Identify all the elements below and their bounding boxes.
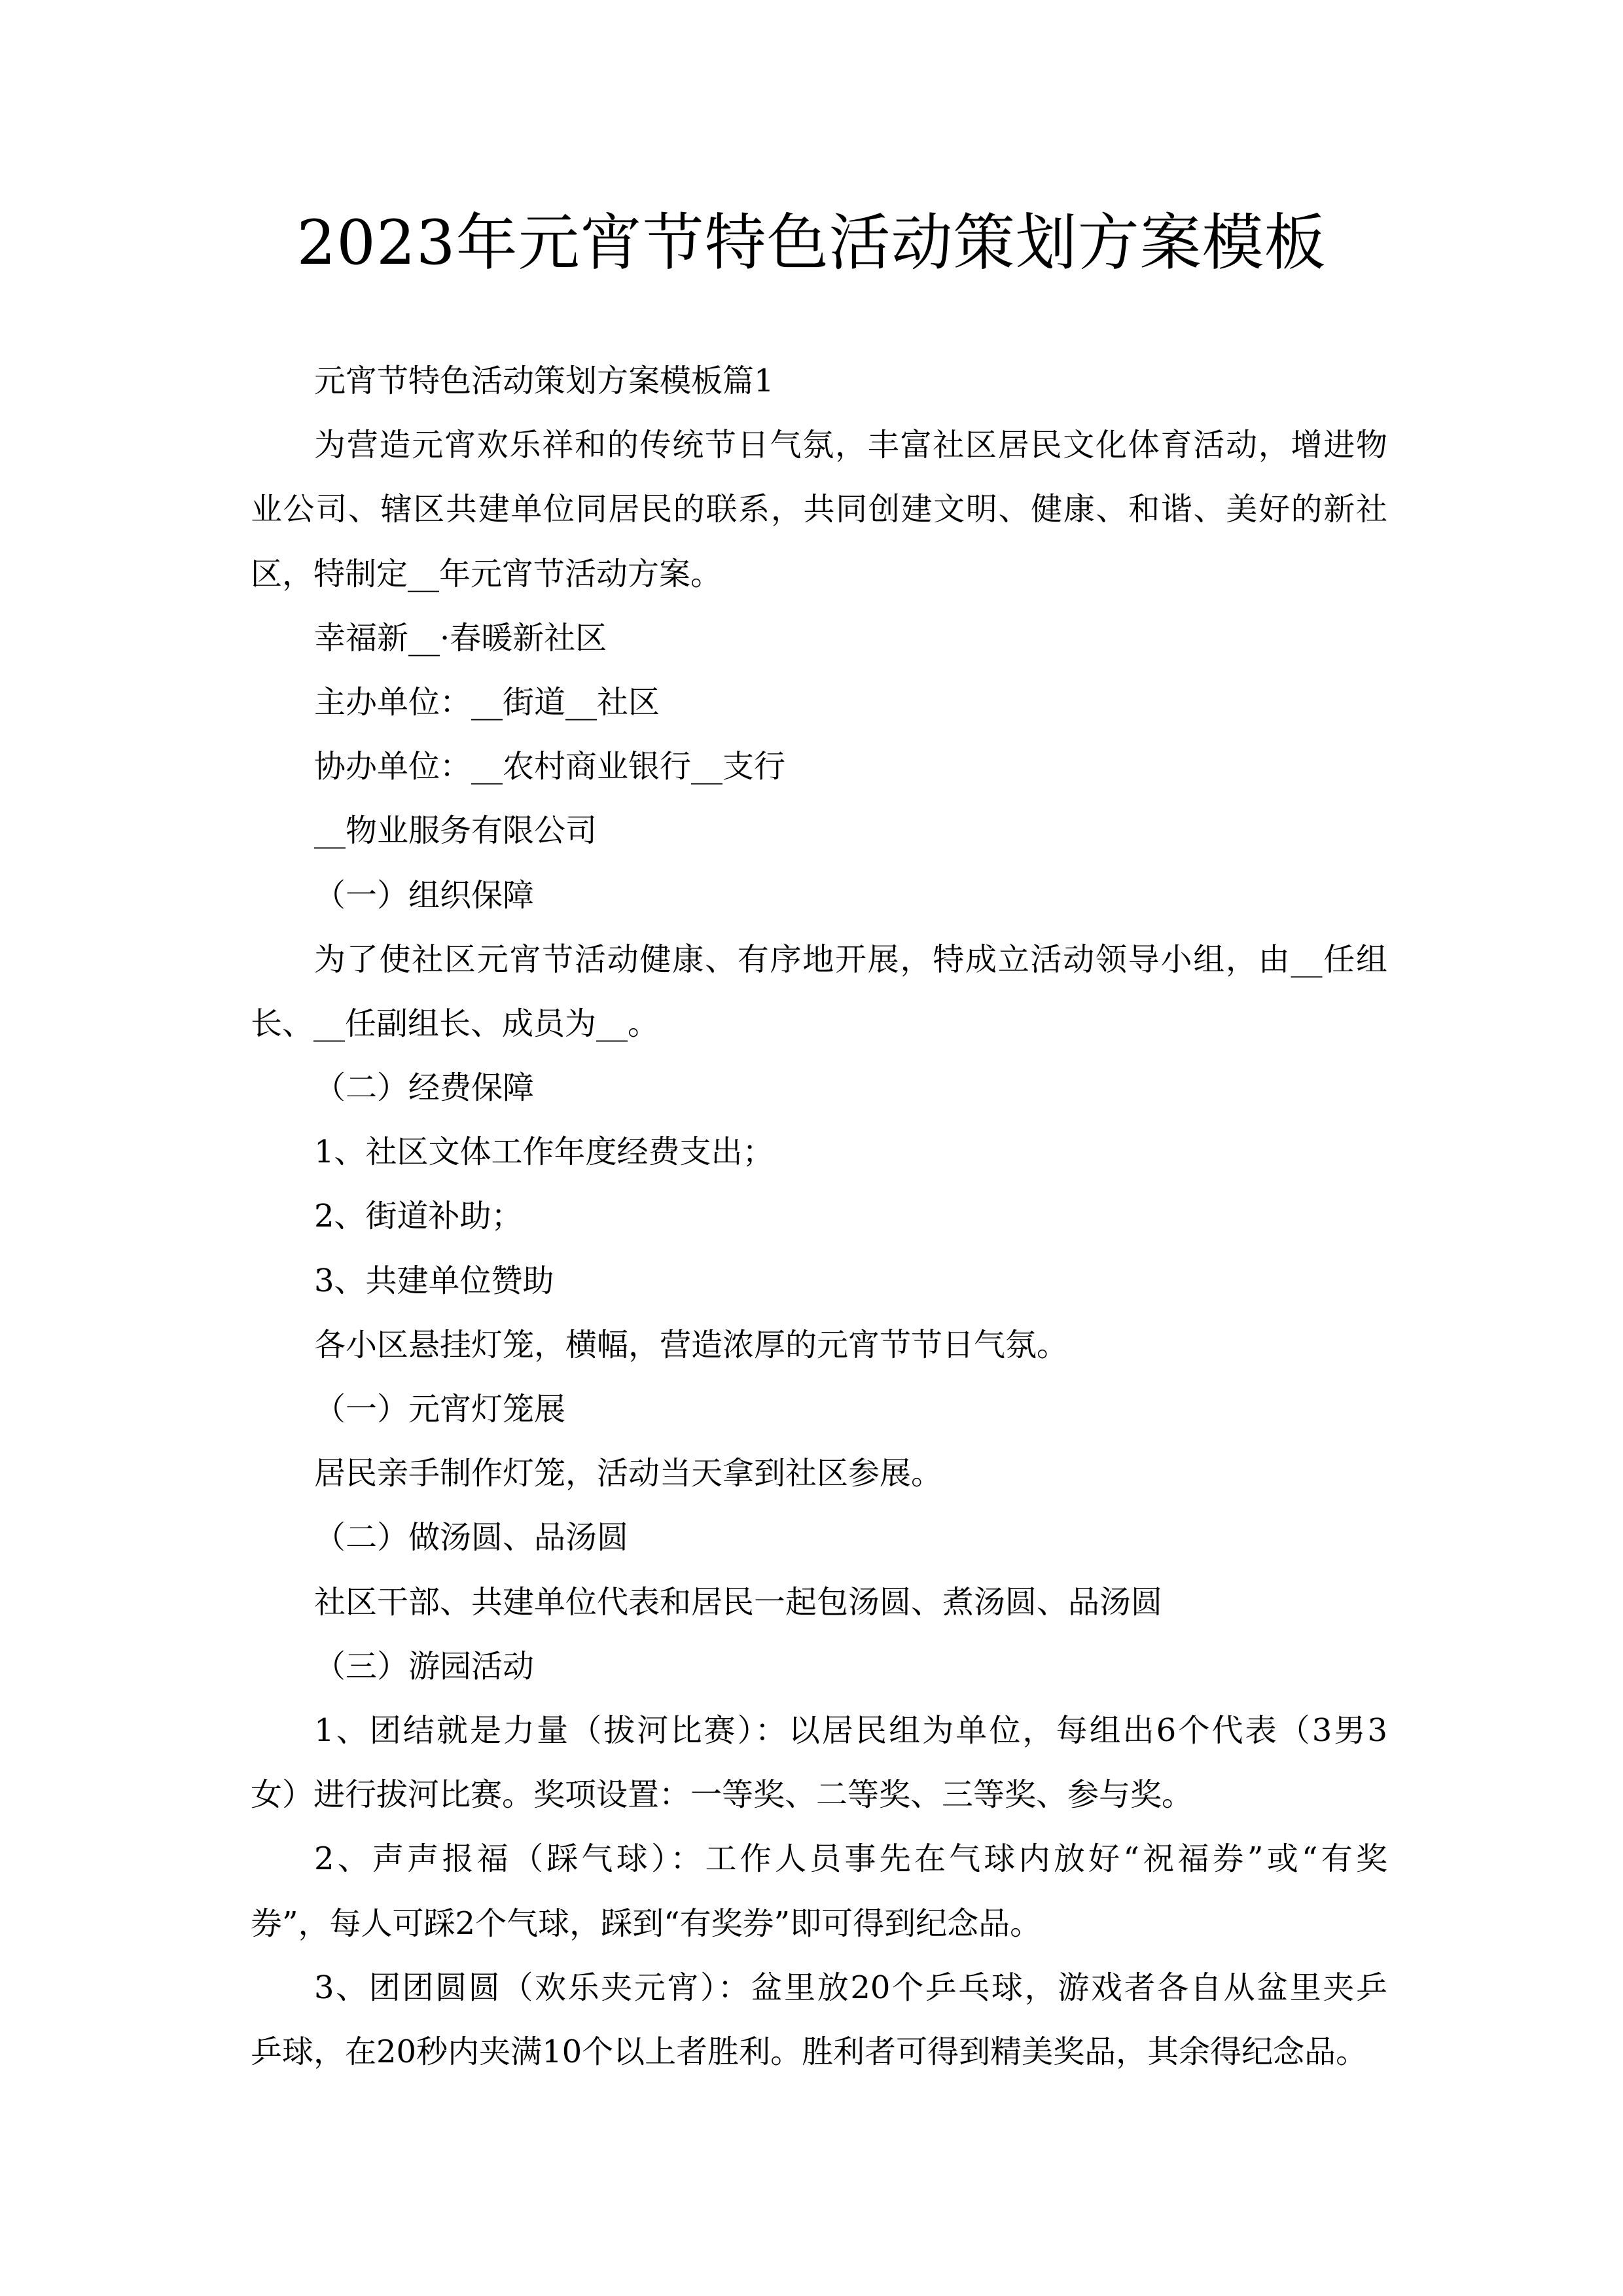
text-line: 元宵节特色活动策划方案模板篇1 xyxy=(314,363,774,399)
paragraph xyxy=(251,1698,1387,1827)
text-line: __物业服务有限公司 xyxy=(314,812,597,850)
text-line: 券”，每人可踩2个气球，踩到“有奖券”即可得到纪念品。 xyxy=(251,1905,1042,1942)
paragraph xyxy=(251,1056,1387,1120)
paragraph xyxy=(251,863,1387,927)
paragraph xyxy=(251,670,1387,734)
text-line: 女）进行拔河比赛。奖项设置：一等奖、二等奖、三等奖、参与奖。 xyxy=(251,1776,1194,1814)
paragraph xyxy=(251,413,1387,606)
paragraph xyxy=(251,1441,1387,1505)
text-line: 3、团团圆圆（欢乐夹元宵）：盆里放20个乒乓球，游戏者各自从盆里夹乒 xyxy=(314,1969,1387,2006)
text-line: 3、共建单位赞助 xyxy=(314,1262,554,1299)
text-line: 区，特制定__年元宵节活动方案。 xyxy=(251,555,722,592)
paragraph xyxy=(251,606,1387,670)
paragraph xyxy=(251,1249,1387,1313)
document-title: 2023年元宵节特色活动策划方案模板 xyxy=(296,207,1327,279)
text-line: （二）做汤圆、品汤圆 xyxy=(314,1519,629,1556)
text-line: 为了使社区元宵节活动健康、有序地开展，特成立活动领导小组，由__任组 xyxy=(314,941,1387,978)
paragraph xyxy=(251,1956,1387,2084)
text-line: 2、街道补助； xyxy=(314,1198,523,1235)
text-line: （一）元宵灯笼展 xyxy=(314,1391,566,1427)
paragraph xyxy=(251,1120,1387,1184)
text-line: （三）游园活动 xyxy=(314,1647,535,1685)
paragraph xyxy=(251,927,1387,1056)
text-line: 2、声声报福（踩气球）：工作人员事先在气球内放好“祝福券”或“有奖 xyxy=(314,1840,1387,1878)
text-line: 协办单位：__农村商业银行__支行 xyxy=(314,748,786,785)
paragraph xyxy=(251,1184,1387,1248)
text-line: 各小区悬挂灯笼，横幅，营造浓厚的元宵节节日气氛。 xyxy=(314,1326,1069,1363)
paragraph xyxy=(251,1505,1387,1570)
text-line: （二）经费保障 xyxy=(314,1069,535,1107)
document-body xyxy=(251,349,1387,2084)
text-line: 主办单位：__街道__社区 xyxy=(314,683,660,721)
text-line: 业公司、辖区共建单位同居民的联系，共同创建文明、健康、和谐、美好的新社 xyxy=(251,491,1387,528)
paragraph xyxy=(251,798,1387,863)
paragraph xyxy=(251,1377,1387,1441)
text-line: 1、社区文体工作年度经费支出； xyxy=(314,1134,774,1171)
paragraph xyxy=(251,1634,1387,1698)
paragraph xyxy=(251,734,1387,798)
paragraph xyxy=(251,1827,1387,1955)
paragraph xyxy=(251,1570,1387,1634)
paragraph xyxy=(251,1313,1387,1377)
text-line: （一）组织保障 xyxy=(314,876,535,914)
text-line: 1、团结就是力量（拔河比赛）：以居民组为单位，每组出6个代表（3男3 xyxy=(314,1712,1387,1749)
text-line: 乒球，在20秒内夹满10个以上者胜利。胜利者可得到精美奖品，其余得纪念品。 xyxy=(251,2033,1368,2070)
text-line: 长、__任副组长、成员为__。 xyxy=(251,1005,660,1042)
text-line: 居民亲手制作灯笼，活动当天拿到社区参展。 xyxy=(314,1455,943,1492)
text-line: 幸福新__·春暖新社区 xyxy=(314,619,607,656)
text-line: 社区干部、共建单位代表和居民一起包汤圆、煮汤圆、品汤圆 xyxy=(314,1583,1163,1621)
text-line: 为营造元宵欢乐祥和的传统节日气氛，丰富社区居民文化体育活动，增进物 xyxy=(314,427,1387,464)
paragraph xyxy=(251,349,1387,413)
